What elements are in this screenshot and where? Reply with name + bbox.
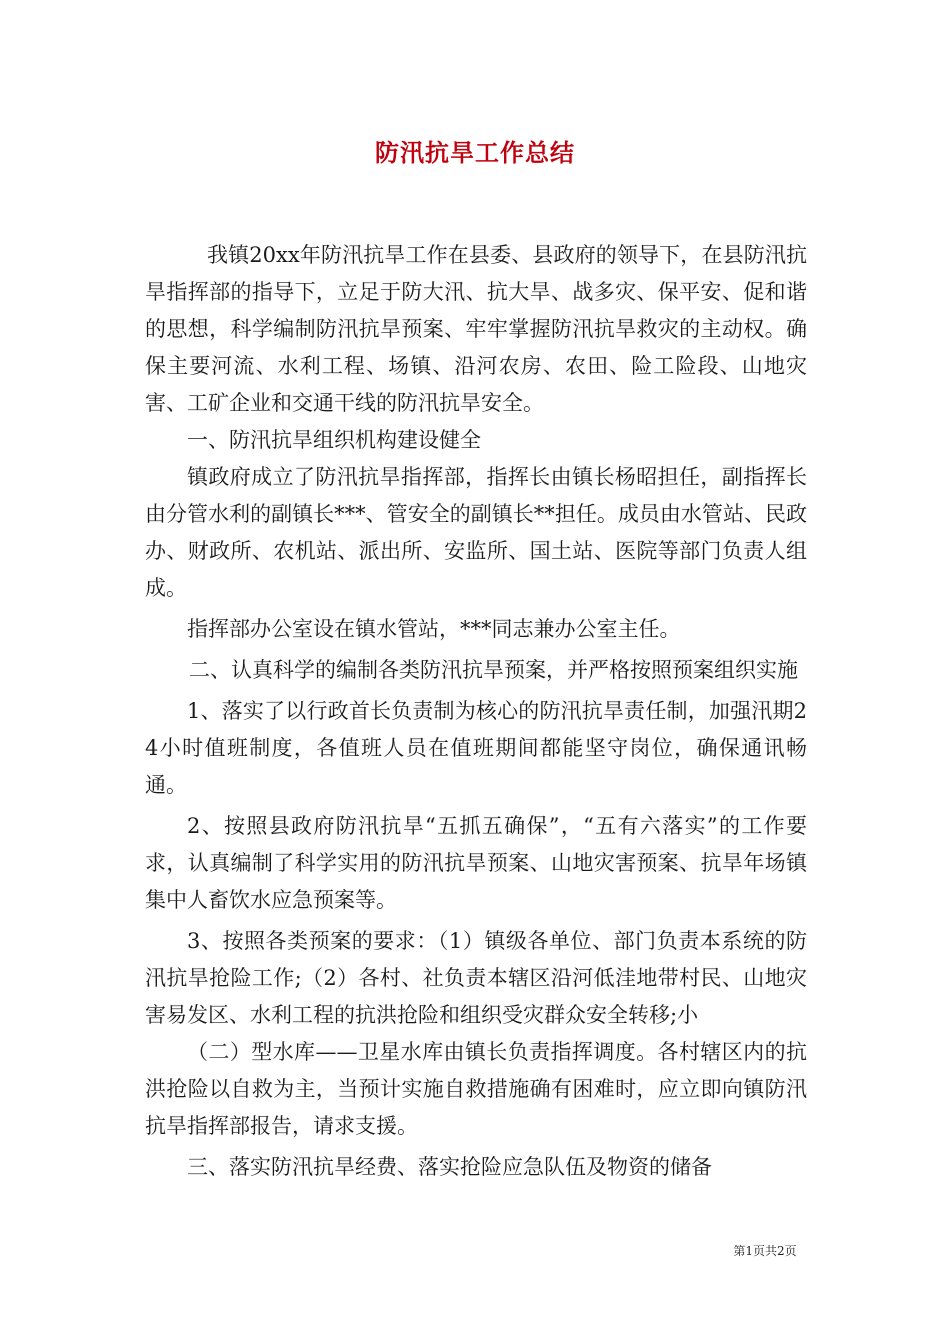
paragraph-item-3: 3、按照各类预案的要求：（1）镇级各单位、部门负责本系统的防汛抗旱抢险工作;（2）各村、社负责本辖区沿河低洼地带村民、山地灾害易发区、水利工程的抗洪抢险和组织受灾群众安全转移;小: [145, 929, 807, 1027]
paragraph-intro: 我镇20xx年防汛抗旱工作在县委、县政府的领导下，在县防汛抗旱指挥部的指导下，立足于防大汛、抗大旱、战多灾、保平安、促和谐的思想，科学编制防汛抗旱预案、牢牢掌握防汛抗旱救灾的主动权。确保主要河流、水利工程、场镇、沿河农房、农田、险工险段、山地灾害、工矿企业和交通干线的防汛抗旱安全。: [145, 243, 807, 415]
section-heading-2: 二、认真科学的编制各类防汛抗旱预案，并严格按照预案组织实施: [189, 658, 798, 682]
paragraph-item-3-cont: （二）型水库——卫星水库由镇长负责指挥调度。各村辖区内的抗洪抢险以自救为主，当预计实施自救措施确有困难时，应立即向镇防汛抗旱指挥部报告，请求支援。: [145, 1040, 807, 1138]
page-number-footer: 第1页共2页: [733, 1244, 797, 1258]
document-title: 防汛抗旱工作总结: [375, 138, 575, 167]
section-heading-3: 三、落实防汛抗旱经费、落实抢险应急队伍及物资的储备: [187, 1155, 712, 1179]
document-body: [145, 237, 807, 1186]
paragraph-item-2: 2、按照县政府防汛抗旱“五抓五确保”，“五有六落实”的工作要求，认真编制了科学实用的防汛抗旱预案、山地灾害预案、抗旱年场镇集中人畜饮水应急预案等。: [145, 814, 807, 912]
paragraph-org: 镇政府成立了防汛抗旱指挥部，指挥长由镇长杨昭担任，副指挥长由分管水利的副镇长***、管安全的副镇长**担任。成员由水管站、民政办、财政所、农机站、派出所、安监所、国土站、医院等部门负责人组成。: [145, 465, 807, 600]
section-heading-1: 一、防汛抗旱组织机构建设健全: [187, 428, 481, 452]
paragraph-item-1: 1、落实了以行政首长负责制为核心的防汛抗旱责任制，加强汛期24小时值班制度，各值班人员在值班期间都能坚守岗位，确保通讯畅通。: [145, 699, 807, 797]
paragraph-office: 指挥部办公室设在镇水管站，***同志兼办公室主任。: [187, 617, 681, 641]
